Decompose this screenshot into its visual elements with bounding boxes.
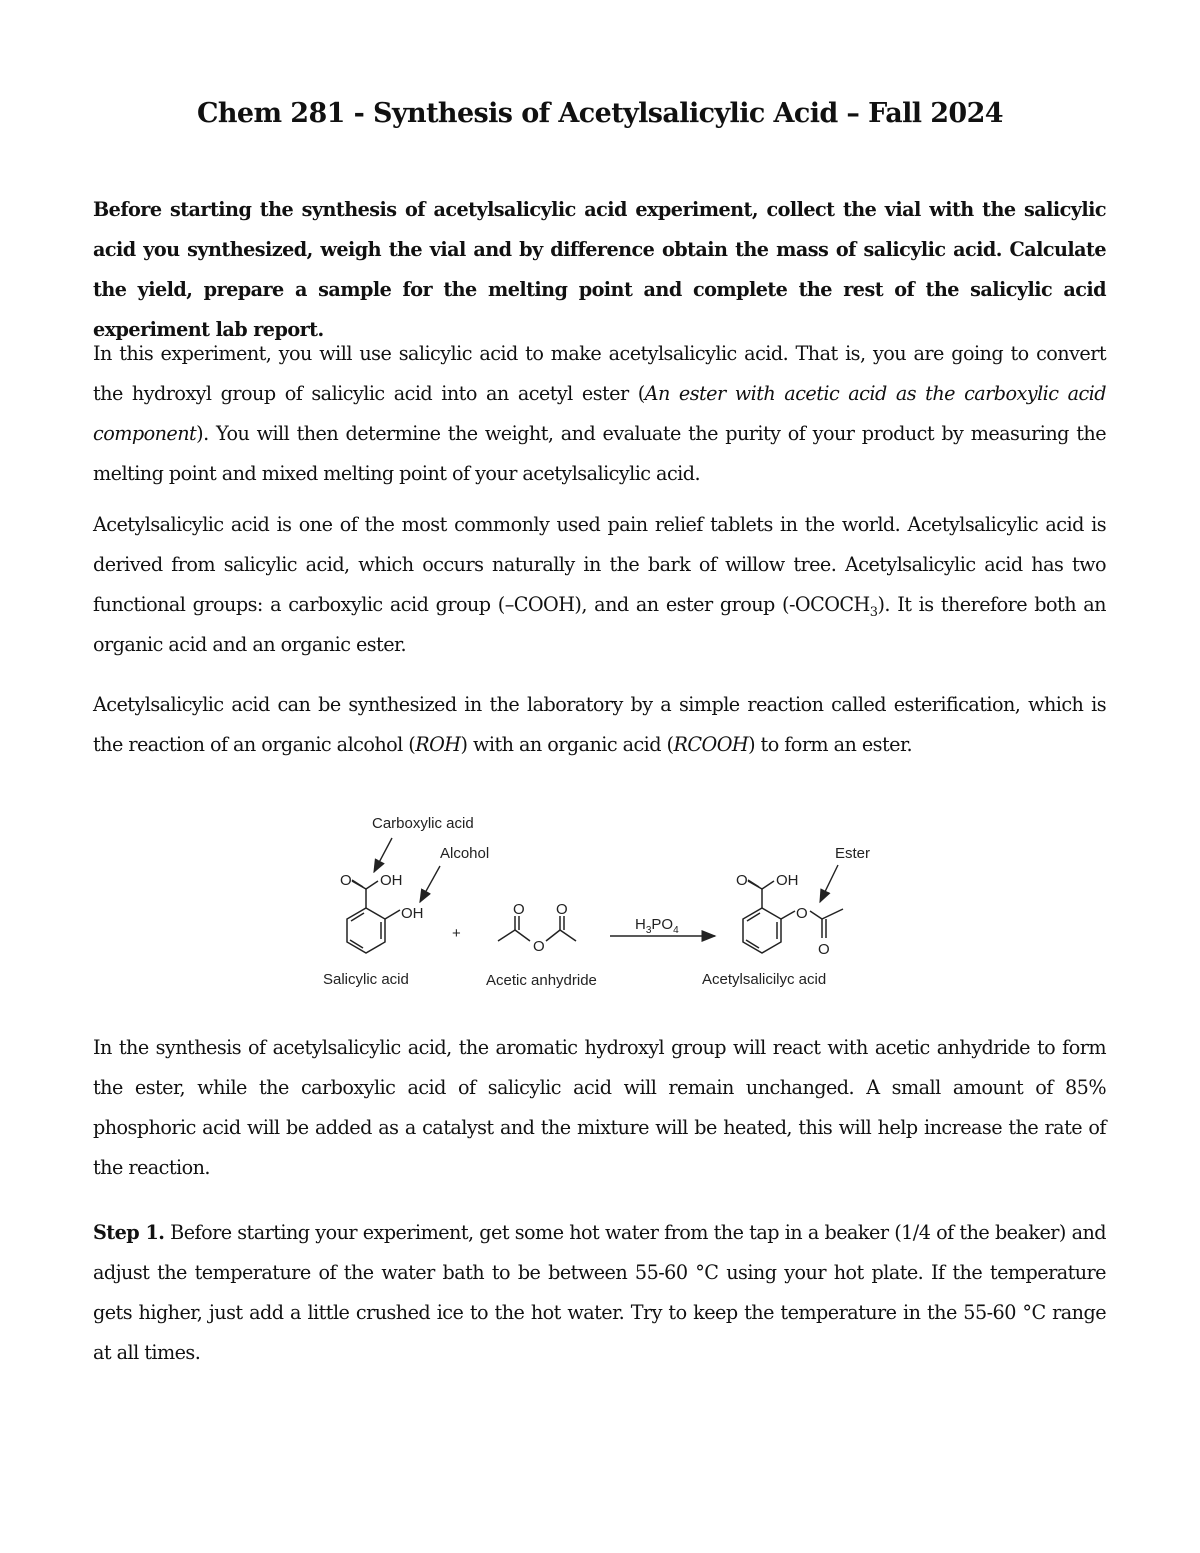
name-acetylsalicylic-acid: Acetylsalicilyc acid xyxy=(702,971,827,988)
name-salicylic-acid: Salicylic acid xyxy=(323,971,409,988)
anhydride-carbonyl-o-left: O xyxy=(513,901,525,918)
label-carboxylic-acid: Carboxylic acid xyxy=(372,815,474,832)
para3-italic-rcooh: RCOOH xyxy=(673,733,749,756)
para3-text-a: Acetylsalicylic acid can be synthesized in the laboratory by a simple reaction called esterification, which is the reaction of an organic alcohol ( xyxy=(93,693,1106,756)
catalyst-label xyxy=(635,916,679,936)
carboxylic-pointer-arrow xyxy=(374,838,392,872)
para1-text-a: In this experiment, you will use salicylic acid to make acetylsalicylic acid. That is, you are going to convert the hydroxyl group of salicylic acid into an acetyl ester ( xyxy=(93,342,1106,405)
catalyst-po: PO xyxy=(651,916,674,933)
para2-text-b: ). It is therefore both an organic acid and an organic ester. xyxy=(93,593,1106,656)
paragraph-synthesis-mechanism: In the synthesis of acetylsalicylic acid, the aromatic hydroxyl group will react with acetic anhydride to form the ester, while the carboxylic acid of salicylic acid will remain unchanged. A small amount of 85% phosphoric acid will be added as a catalyst and the mixture will be heated, this will help increase the rate of the reaction. xyxy=(93,1036,1106,1179)
plus-sign: + xyxy=(452,925,461,942)
para1-italic-definition: An ester with acetic acid as the carboxylic acid component xyxy=(93,382,1106,445)
product-ester-o: O xyxy=(796,905,808,922)
para3-text-c: ) to form an ester. xyxy=(748,733,913,756)
alcohol-pointer-arrow xyxy=(420,866,440,902)
anhydride-bridge-o: O xyxy=(533,938,545,955)
catalyst-h: H xyxy=(635,916,646,933)
paragraph-experiment-overview xyxy=(93,334,1106,494)
label-ester: Ester xyxy=(835,845,871,862)
salicylic-acid-structure xyxy=(347,880,400,953)
product-carbonyl-o: O xyxy=(736,872,748,889)
para3-text-b: ) with an organic acid ( xyxy=(460,733,674,756)
step-1-label: Step 1. xyxy=(93,1221,165,1244)
para1-text-b: ). You will then determine the weight, and evaluate the purity of your product by measuring the melting point and mixed melting point of your acetylsalicylic acid. xyxy=(93,422,1106,485)
name-acetic-anhydride: Acetic anhydride xyxy=(486,972,597,989)
paragraph-step-1 xyxy=(93,1213,1106,1373)
catalyst-sub-3: 3 xyxy=(645,925,652,936)
ester-pointer-arrow xyxy=(820,865,838,902)
para2-text-a: Acetylsalicylic acid is one of the most commonly used pain relief tablets in the world. Acetylsalicylic acid is derived from salicylic acid, which occurs naturally in the bark of willow tree. Acetylsalicylic acid has two functional groups: a carboxylic acid group (–COOH), and an ester group (-OCOCH xyxy=(93,513,1106,616)
product-carboxyl-oh: OH xyxy=(776,872,799,889)
para2-subscript: 3 xyxy=(869,604,878,620)
paragraph-acetylsalicylic-background xyxy=(93,505,1106,665)
product-ester-carbonyl-o: O xyxy=(818,941,830,958)
reaction-scheme-diagram xyxy=(310,808,890,1000)
step-1-text: Before starting your experiment, get some hot water from the tap in a beaker (1/4 of the beaker) and adjust the temperature of the water bath to be between 55-60 °C using your hot plate. If the temperature gets higher, just add a little crushed ice to the hot water. Try to keep the temperature in the 55-60 °C range at all times. xyxy=(93,1221,1106,1364)
anhydride-carbonyl-o-right: O xyxy=(556,901,568,918)
catalyst-sub-4: 4 xyxy=(673,925,679,936)
salicylic-hydroxyl-oh: OH xyxy=(401,905,424,922)
page-title: Chem 281 - Synthesis of Acetylsalicylic Acid – Fall 2024 xyxy=(197,98,1003,129)
salicylic-carbonyl-o: O xyxy=(340,872,352,889)
salicylic-carboxyl-oh: OH xyxy=(380,872,403,889)
para3-italic-roh: ROH xyxy=(415,733,461,756)
intro-bold-paragraph: Before starting the synthesis of acetylsalicylic acid experiment, collect the vial with the salicylic acid you synthesized, weigh the vial and by difference obtain the mass of salicylic acid. Calculate the yield, prepare a sample for the melting point and complete the rest of the salicylic acid experiment lab report. xyxy=(93,198,1106,341)
paragraph-esterification xyxy=(93,685,1106,765)
label-alcohol: Alcohol xyxy=(440,845,490,862)
